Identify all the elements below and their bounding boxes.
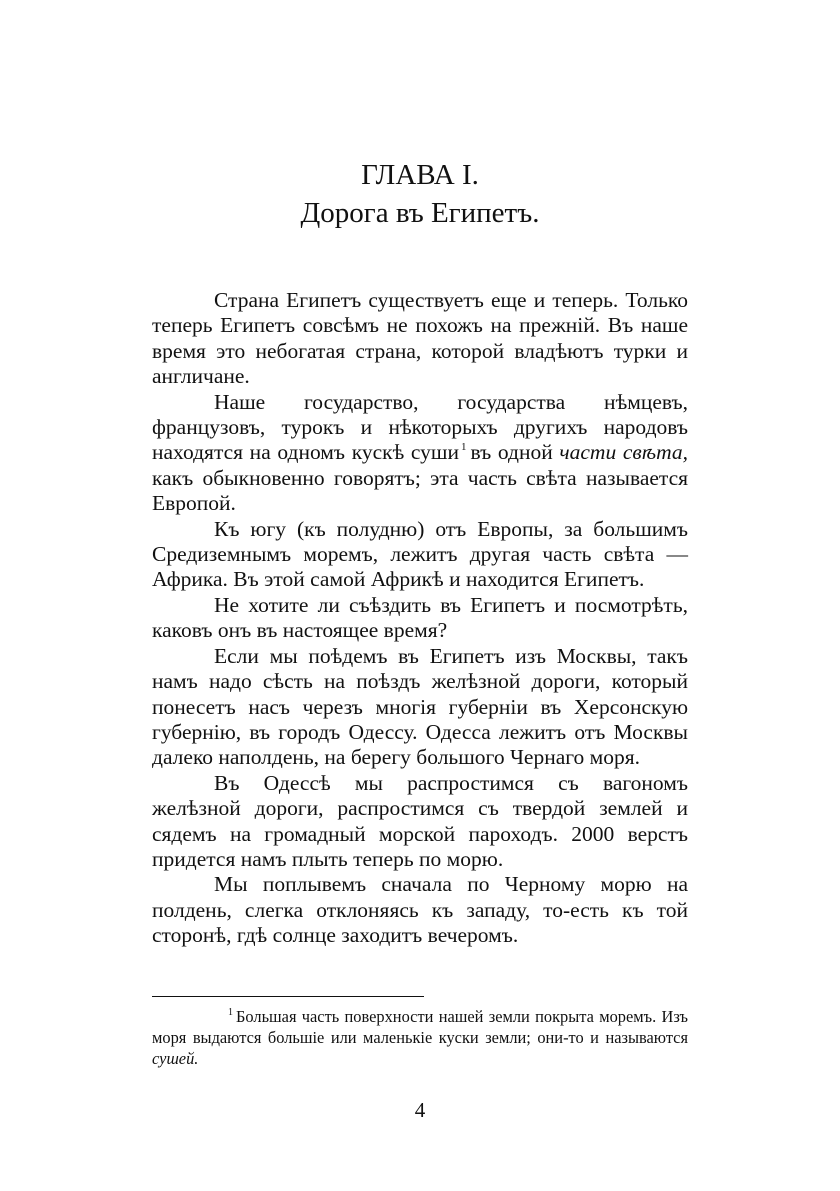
paragraph-3: Къ югу (къ полудню) отъ Европы, за большимъ Средиземнымъ моремъ, лежитъ другая часть свѣта — Африка. Въ этой самой Африкѣ и находится Египетъ. — [152, 516, 688, 592]
book-page — [152, 0, 688, 1191]
footnote-mark: 1 — [228, 1007, 233, 1018]
paragraph-4: Не хотите ли съѣздить въ Египетъ и посмотрѣть, каковъ онъ въ настоящее время? — [152, 592, 688, 643]
paragraph-6 — [152, 771, 688, 873]
chapter-number: ГЛАВА I. — [361, 159, 479, 191]
paragraph-2-text: Наше государство, государства нѣмцевъ, французовъ, турокъ и нѣкоторыхъ другихъ народовъ находятся на одномъ кускѣ суши — [152, 389, 688, 465]
footnote-emphasis: сушей. — [152, 1049, 199, 1068]
footnote-reference[interactable]: 1 — [460, 441, 467, 454]
paragraph-2-end: какъ обыкновенно говорятъ; эта часть свѣта называется Европой. — [152, 465, 688, 516]
paragraph-5: Если мы поѣдемъ въ Египетъ изъ Москвы, такъ намъ надо сѣсть на поѣздъ желѣзной дороги, который понесетъ насъ черезъ многiя губернiи въ Херсонскую губернiю, въ городъ Одессу. Одесса лежитъ отъ Москвы далеко наполдень, на берегу большого Чернаго моря. — [152, 643, 688, 770]
footnote — [152, 1006, 688, 1069]
paragraph-2 — [152, 390, 688, 517]
footnote-divider — [152, 996, 424, 997]
paragraph-1: Страна Египетъ существуетъ еще и теперь. Только теперь Египетъ совсѣмъ не похожъ на прежнiй. Въ наше время это небогатая страна, которой владѣютъ турки и англичане. — [152, 288, 688, 389]
paragraph-7: Мы поплывемъ сначала по Черному морю на полдень, слегка отклоняясь къ западу, то-есть къ той сторонѣ, гдѣ солнце заходитъ вечеромъ. — [152, 872, 688, 948]
body-text — [152, 288, 688, 949]
paragraph-2-emphasis: части свѣта, — [559, 440, 688, 465]
paragraph-6-end: дороги, распростимся съ твердой землей и сядемъ на громадный морской пароходъ. 2000 верстъ придется намъ плыть теперь по морю. — [152, 796, 688, 871]
chapter-title: Дорога въ Египетъ. — [300, 197, 540, 229]
paragraph-2-mid: въ одной — [470, 440, 560, 465]
paragraph-6-start: Въ Одессѣ мы распростимся съ вагономъ желѣзной — [152, 770, 688, 821]
page-number: 4 — [414, 1098, 426, 1122]
footnote-paragraph — [152, 1006, 688, 1069]
footnote-text: Большая часть поверхности нашей земли покрыта моремъ. Изъ моря выдаются большiе или маленькiе куски земли; они-то и называются — [152, 1007, 688, 1047]
